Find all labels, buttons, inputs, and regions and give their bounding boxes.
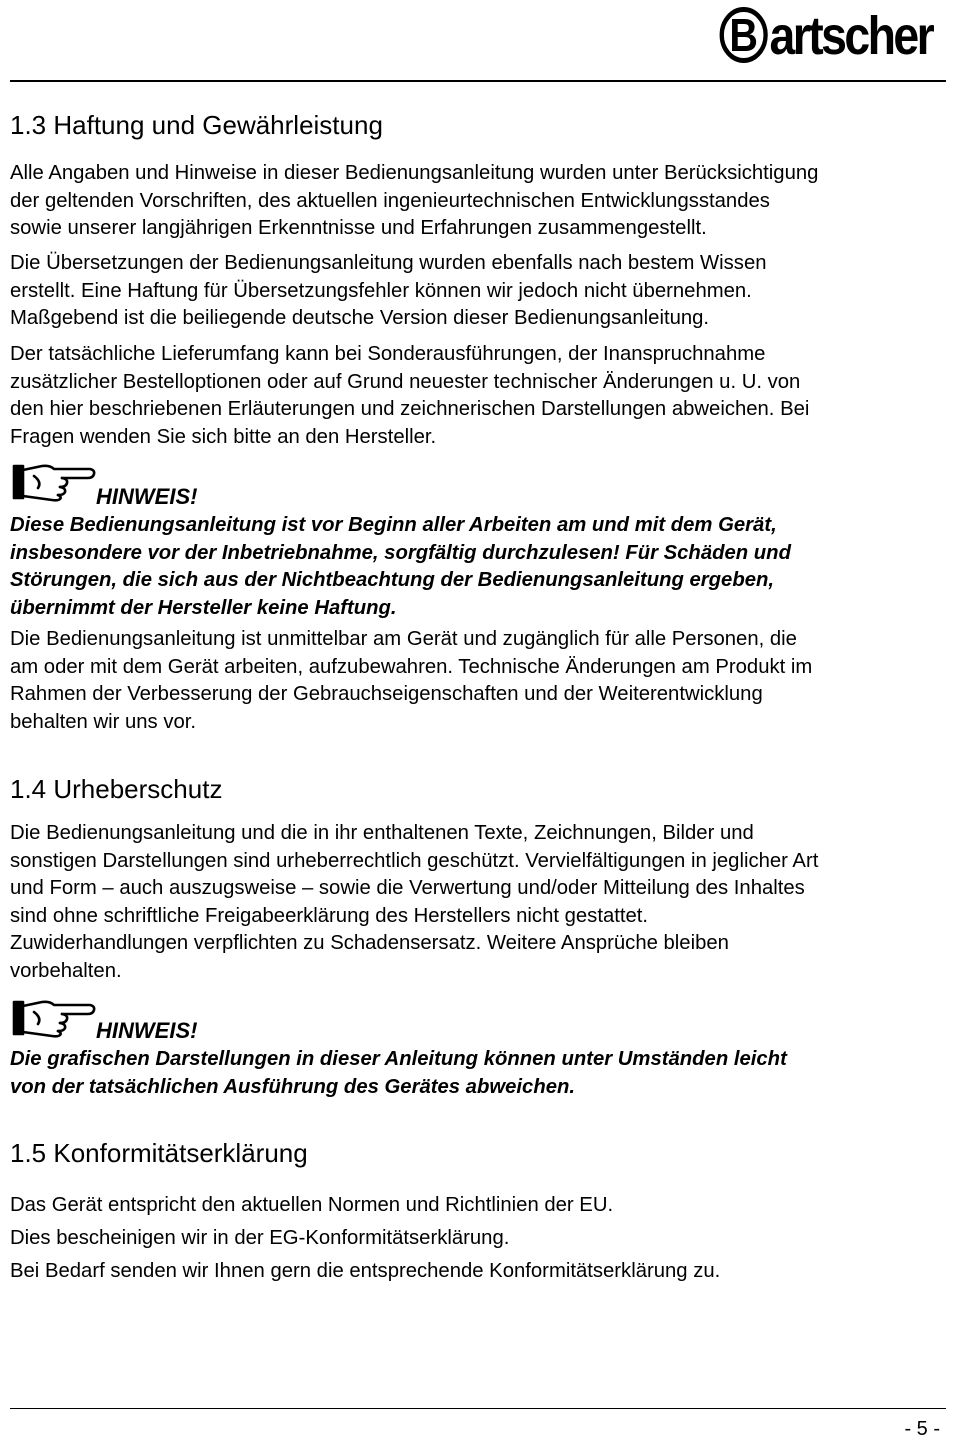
logo-text: artscher [769, 6, 932, 66]
paragraph-urheberschutz: Die Bedienungsanleitung und die in ihr enthaltenen Texte, Zeichnungen, Bilder und sonstigen Darstellungen sind urheberrechtlich geschützt. Vervielfältigungen in jeglicher Art und Form – auch auszugsweise – sowie die Verwertung und/oder Mitteilung des Inhaltes sind ohne schriftliche Freigabeerklärung des Herstellers nicht gestattet. Zuwiderhandlungen verpflichten zu Schadensersatz. Weitere Ansprüche bleiben vorbehalten. [10, 822, 819, 982]
page-number: - 5 - [904, 1418, 940, 1440]
footer-rule [10, 1408, 946, 1409]
paragraph-konformitaet-3: Bei Bedarf senden wir Ihnen gern die entsprechende Konformitätserklärung zu. [10, 1260, 721, 1282]
paragraph-haftung-2: Die Übersetzungen der Bedienungsanleitung wurden ebenfalls nach bestem Wissen erstellt. Eine Haftung für Übersetzungsfehler können wir jedoch nicht übernehmen. Maßgebend ist die beiliegende deutsche Version dieser Bedienungsanleitung. [10, 252, 767, 329]
header-rule [10, 80, 946, 82]
paragraph-haftung-3: Der tatsächliche Lieferumfang kann bei Sonderausführungen, der Inanspruchnahme zusätzlicher Bestelloptionen oder auf Grund neuester technischer Änderungen u. U. von den hier beschriebenen Erläuterungen und zeichnerischen Darstellungen abweichen. Bei Fragen wenden Sie sich bitte an den Hersteller. [10, 343, 810, 448]
paragraph-haftung-4: Die Bedienungsanleitung ist unmittelbar am Gerät und zugänglich für alle Personen, die am oder mit dem Gerät arbeiten, aufzubewahren. Technische Änderungen am Produkt im Rahmen der Verbesserung der Gebrauchseigenschaften und der Weiterentwicklung behalten wir uns vor. [10, 628, 813, 733]
hinweis-text-1: Diese Bedienungsanleitung ist vor Beginn aller Arbeiten am und mit dem Gerät, insbesondere vor der Inbetriebnahme, sorgfältig durchzulesen! Für Schäden und Störungen, die sich aus der Nichtbeachtung der Bedienungsanleitung ergeben, übernimmt der Hersteller keine Haftung. [10, 514, 791, 619]
paragraph-haftung-1: Alle Angaben und Hinweise in dieser Bedienungsanleitung wurden unter Berücksichtigung der geltenden Vorschriften, des aktuellen ingenieurtechnischen Entwicklungsstandes sowie unserer langjährigen Erkenntnisse und Erfahrungen zusammengestellt. [10, 162, 819, 239]
pointing-hand-icon [12, 998, 96, 1038]
section-heading-1-3: 1.3 Haftung und Gewährleistung [10, 110, 383, 140]
hinweis-text-2: Die grafischen Darstellungen in dieser Anleitung können unter Umständen leicht von der tatsächlichen Ausführung des Gerätes abweichen. [10, 1048, 787, 1098]
logo-mark: B [719, 7, 767, 63]
bartscher-logo [719, 4, 932, 68]
paragraph-konformitaet-2: Dies bescheinigen wir in der EG-Konformitätserklärung. [10, 1227, 510, 1249]
pointing-hand-icon [12, 462, 96, 502]
paragraph-konformitaet-1: Das Gerät entspricht den aktuellen Normen und Richtlinien der EU. [10, 1194, 614, 1216]
section-heading-1-4: 1.4 Urheberschutz [10, 774, 223, 804]
hinweis-label-2: HINWEIS! [96, 1018, 198, 1043]
hinweis-label-1: HINWEIS! [96, 484, 198, 509]
section-heading-1-5: 1.5 Konformitätserklärung [10, 1138, 308, 1168]
